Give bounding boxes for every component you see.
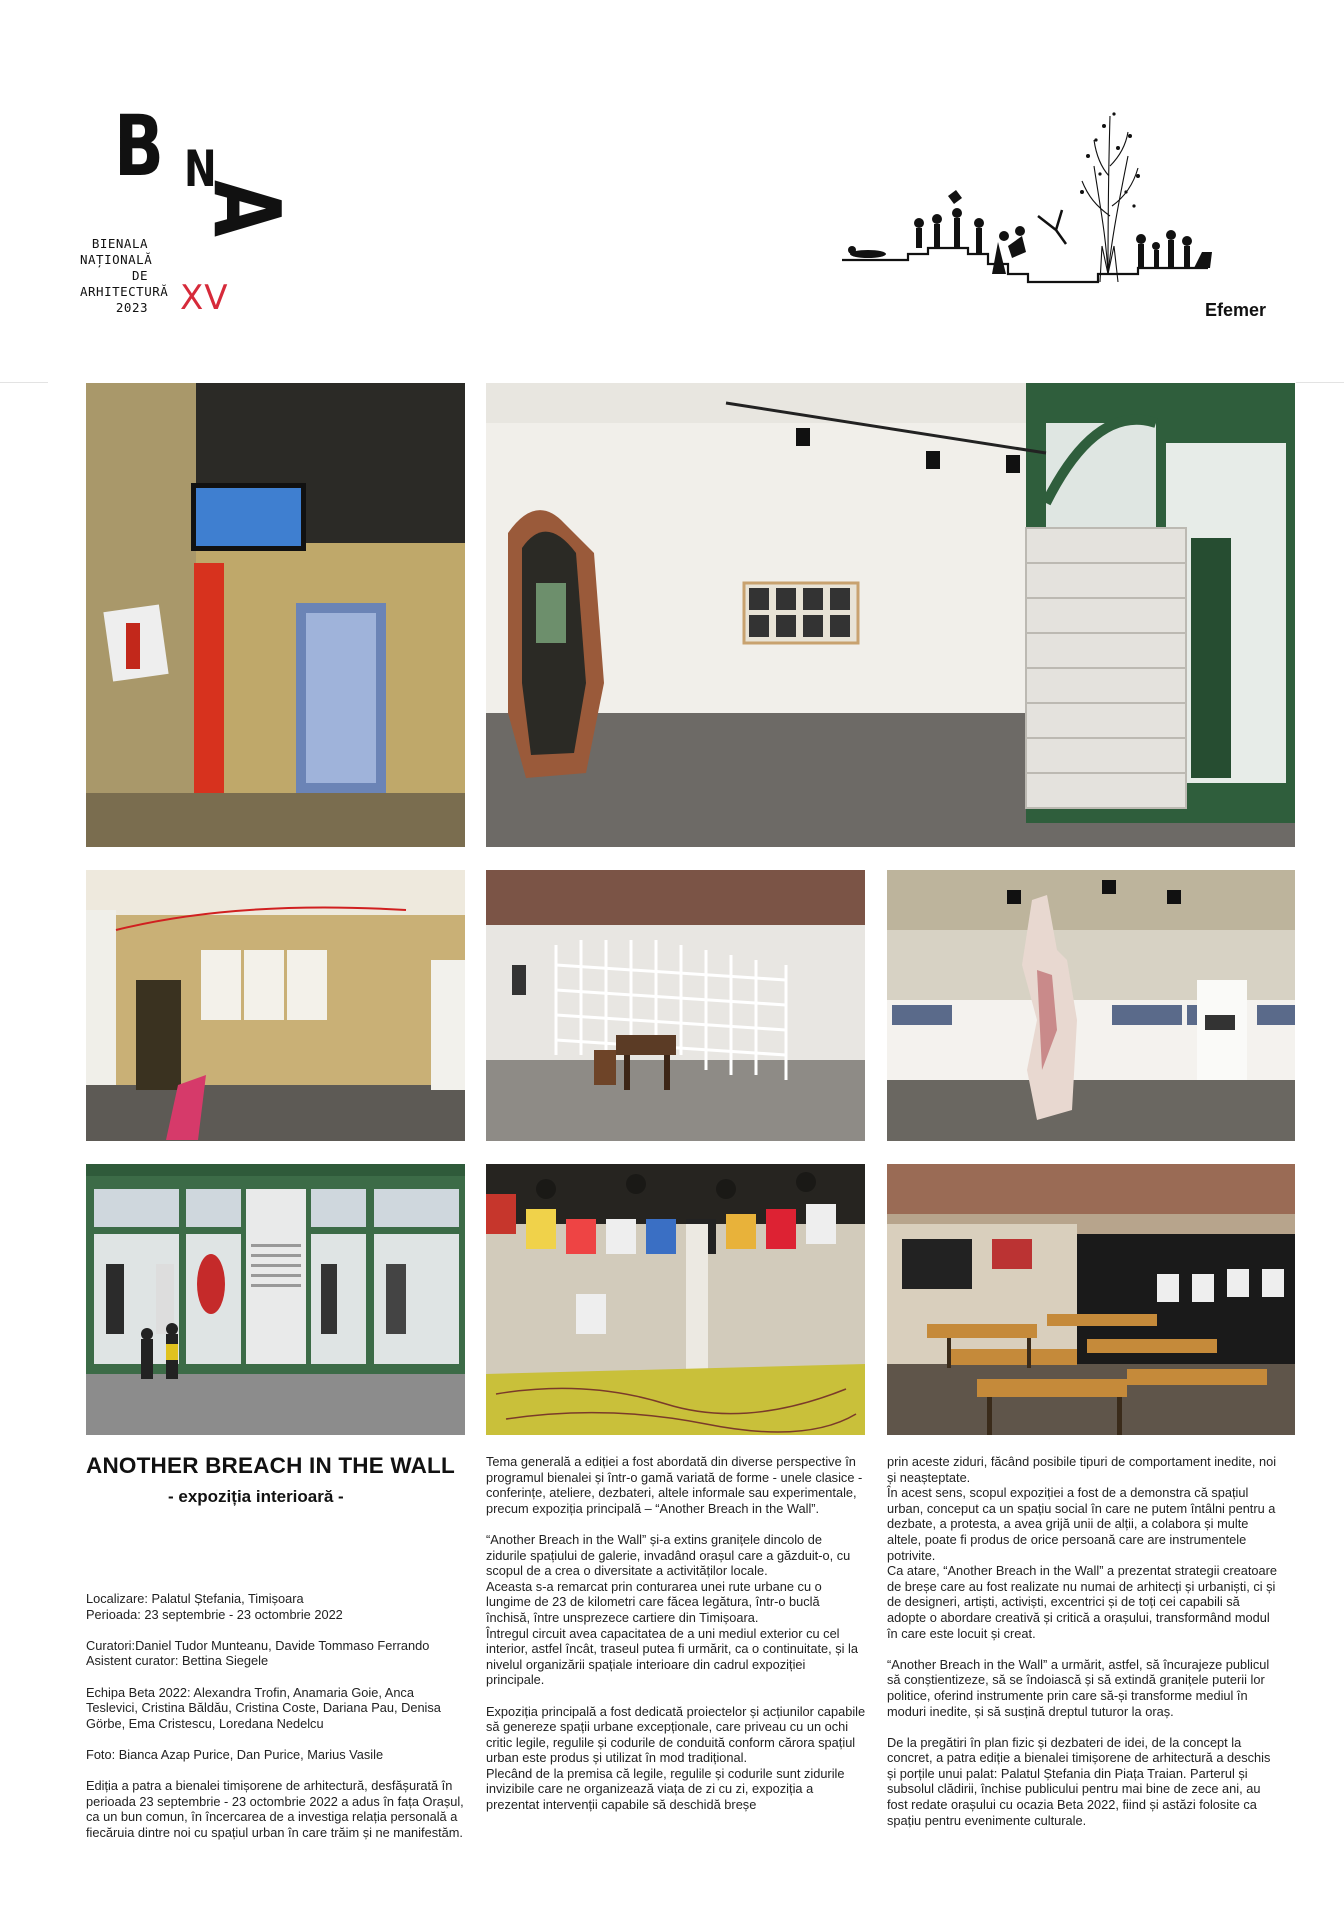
photo-credits-text: Foto: Bianca Azap Purice, Dan Purice, Marius Vasile (86, 1746, 384, 1762)
paragraph: “Another Breach in the Wall” a urmărit, astfel, să încurajeze publicul să conștientizeze, să se îndoiască și să extindă granițele puterii lor politice, oferind instrumente prin care să-și transforme mediul în moduri inedite, și să susțină dreptul tuturor la oraș. (887, 1656, 1270, 1719)
paragraph: Plecând de la premisa că legile, regulile și codurile sunt zidurile invizibile care ne organizează viața de zi cu zi, expoziția a prezentat intervenții capabile să deschidă breșe (486, 1765, 845, 1813)
logo-letter-a: A (193, 180, 300, 237)
section-label: Efemer (1205, 300, 1267, 320)
logo-name-line: BIENALA (91, 236, 148, 251)
logo-name-line: NAȚIONALĂ (80, 252, 153, 267)
assistant-curator-text: Asistent curator: Bettina Siegele (86, 1653, 269, 1669)
text-column-3 (887, 1454, 1282, 1828)
curators-text: Curatori:Daniel Tudor Munteanu, Davide Tommaso Ferrando (86, 1637, 430, 1653)
paragraph: Aceasta s-a remarcat prin conturarea unei rute urbane cu o lungime de 23 de kilometri care făcea legătura, într-o buclă închisă, între unsprezece cartiere din Timișoara. (486, 1578, 822, 1625)
logo-letter-b: B (114, 97, 164, 195)
credits-column (86, 1591, 466, 1856)
header-divider (0, 382, 48, 383)
article-title: ANOTHER BREACH IN THE WALL (86, 1453, 455, 1478)
classroom-desks-photo (887, 1164, 1295, 1435)
paragraph: “Another Breach in the Wall” și-a extins granițele dincolo de zidurile spațiului de galerie, invadând orașul care a găzduit-o, cu scopul de a crea o diversitate a activităților locale. (486, 1531, 851, 1579)
logo-name-line: 2023 (115, 300, 148, 315)
paragraph: De la pregătiri în plan fizic și dezbateri de idei, de la concept la concret, a patra ediție a bienalei timișorene de arhitectură a deschis și porțile unui palat: Palatul Ștefania din Piața Traian. Parterul și subsolul clădirii, închise publicului pentru mai bine de zece ani, au fost redate orașului cu ocazia Beta 2022, fiind și astăzi folosite ca spațiu pentru evenimente culturale. (887, 1734, 1271, 1828)
corridor-red-stripe-photo (86, 383, 465, 847)
location-text: Localizare: Palatul Ștefania, Timișoara (86, 1591, 304, 1606)
logo-name-line: DE (131, 268, 148, 283)
paragraph: prin aceste ziduri, făcând posibile tipuri de comportament inedite, noi și neașteptate. (887, 1454, 1277, 1485)
paragraph: Tema generală a ediției a fost abordată din diverse perspective în programul bienalei și într-o gamă variată de forme - unele clasice - conferințe, ateliere, dezbateri, altele informale sau experimentale, precum expoziția principală – “Another Breach in the Wall”. (486, 1454, 863, 1516)
gallery-breach-wall-photo (486, 383, 1295, 847)
text-column-2 (486, 1454, 866, 1813)
period-text: Perioada: 23 septembrie - 23 octombrie 2022 (86, 1606, 343, 1622)
logo-letter-n: N (184, 140, 217, 198)
grid-shelves-desk-photo (486, 870, 865, 1141)
logo-name-line: ARHITECTURĂ (80, 284, 169, 299)
paragraph: Expoziția principală a fost dedicată proiectelor și acțiunilor capabile să genereze spații urbane excepționale, care priveau cu un ochi critic legile, regulile și codurile de conduită conform cărora spațiul urban este produs și utilizat în mod tradițional. (486, 1703, 866, 1766)
team-text: Echipa Beta 2022: Alexandra Trofin, Anamaria Goie, Anca Teslevici, Cristina Băldău, Cristina Coste, Dariana Pau, Denisa Görbe, Ema Cristescu, Loredana Nedelcu (86, 1684, 441, 1731)
header-divider (1296, 382, 1344, 383)
storefront-facade-photo (86, 1164, 465, 1435)
bna-logo (80, 97, 300, 330)
paragraph: În acest sens, scopul expoziției a fost de a demonstra că spațiul urban, conceput ca un spațiu social în care ne putem întâlni pentru a dezbate, a protesta, a avea grijă unii de alții, a colabora și multe altele, poate fi produs de orice persoană care are instrumentele potrivite. (887, 1485, 1276, 1563)
people-stairs-tree-illustration (838, 96, 1278, 296)
paragraph: Ca atare, “Another Breach in the Wall” a prezentat strategii creatoare de breșe care au fost realizate nu numai de arhitecți și urbaniști, ci și de designeri, artiști, activiști, excentrici și de toți cei capabili să adopte o abordare creativă și critică a orașului, transformând modul în care este locuit și creat. (887, 1563, 1278, 1641)
logo-edition: XV (180, 278, 229, 318)
paragraph: Întregul circuit avea capacitatea de a uni mediul exterior cu cel interior, astfel încât, traseul putea fi urmărit, ca o continuitate, și la nivelul organizării spațiale interioare din cadrul expoziției principale. (486, 1625, 859, 1688)
yellow-room-drawings-photo (86, 870, 465, 1141)
intro-paragraph: Ediția a patra a bienalei timișorene de arhitectură, desfășurată în perioada 23 septembrie - 23 octombrie 2022 a adus în fața Orașul, ca un bun comun, în încercarea de a investiga relația personală a fiecăruia dintre noi cu spațiul urban în care trăim și ne manifestăm. (86, 1778, 464, 1840)
statue-room-photo (887, 870, 1295, 1141)
flags-hall-photo (486, 1164, 865, 1435)
article-subtitle: - expoziția interioară - (168, 1487, 344, 1506)
